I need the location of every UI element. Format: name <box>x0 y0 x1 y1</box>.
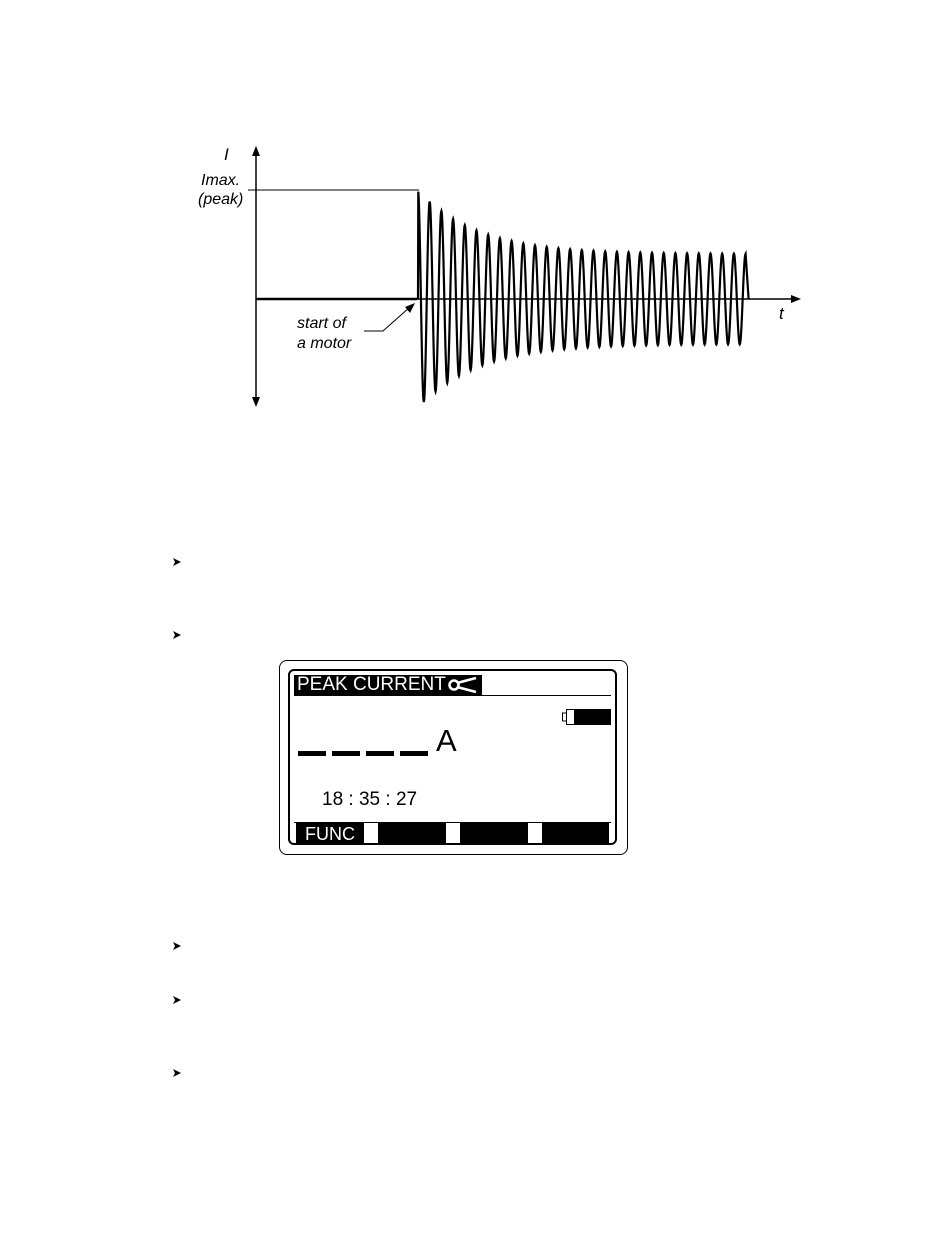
y-axis-label: I <box>224 145 229 164</box>
function-key-2[interactable] <box>378 823 446 844</box>
y-axis-arrow-down <box>252 397 260 407</box>
function-key-func[interactable]: FUNC <box>296 823 364 844</box>
reading-unit: A <box>436 723 457 758</box>
x-axis-arrow <box>791 295 801 303</box>
arrowhead-bullet-icon <box>172 941 184 953</box>
lcd-title-bar <box>294 675 482 695</box>
x-axis-label: t <box>779 304 784 323</box>
function-key-4[interactable] <box>542 823 609 844</box>
annotation-leader <box>364 307 410 331</box>
clamp-icon <box>448 677 478 693</box>
arrowhead-bullet-icon <box>172 557 184 569</box>
arrowhead-bullet-icon <box>172 630 184 642</box>
current-waveform-line <box>418 192 749 402</box>
inrush-current-waveform <box>0 0 950 430</box>
peak-label-line1: Imax. <box>201 172 241 189</box>
lcd-display-frame <box>279 660 628 855</box>
y-axis-arrow-up <box>252 146 260 156</box>
battery-icon <box>562 709 612 725</box>
arrowhead-bullet-icon <box>172 995 184 1007</box>
annotation-line1: start of <box>297 315 346 332</box>
peak-label-line2: (peak) <box>198 191 244 208</box>
reading-placeholder-dashes <box>298 750 430 758</box>
lcd-screen <box>288 669 617 845</box>
lcd-title-divider <box>294 695 611 696</box>
lcd-clock: 18 : 35 : 27 <box>322 789 418 810</box>
annotation-arrowhead <box>405 303 415 313</box>
function-key-3[interactable] <box>460 823 528 844</box>
lcd-title: PEAK CURRENT <box>297 674 446 695</box>
annotation-line2: a motor <box>297 335 352 352</box>
arrowhead-bullet-icon <box>172 1068 184 1080</box>
